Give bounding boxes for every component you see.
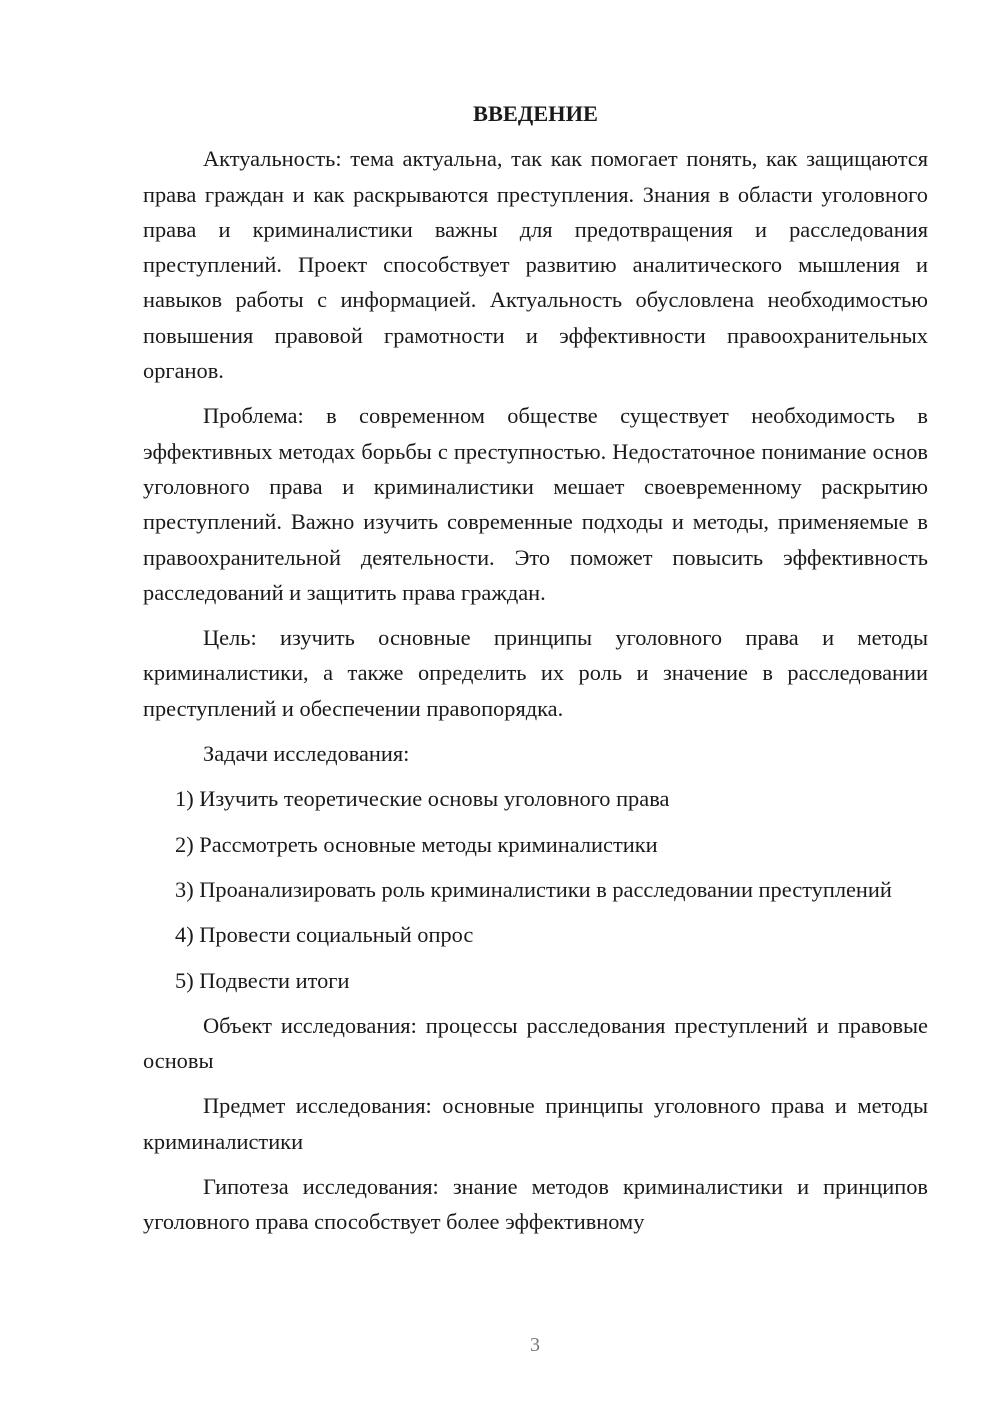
relevance-paragraph: Актуальность: тема актуальна, так как помогает понять, как защищаются права граждан и как раскрываются преступления. Знания в области уголовного права и криминалистики важны для предотвращения и расследования преступлений. Проект способствует развитию аналитического мышления и навыков работы с информацией. Актуальность обусловлена необходимостью повышения правовой грамотности и эффективности правоохранительных органов.	[143, 146, 928, 384]
object-paragraph: Объект исследования: процессы расследования преступлений и правовые основы	[143, 1012, 928, 1074]
tasks-heading: Задачи исследования:	[203, 741, 410, 767]
page-content	[143, 96, 928, 1250]
task-item-2: 2) Рассмотреть основные методы криминалистики	[175, 831, 658, 857]
task-item-4: 4) Провести социальный опрос	[175, 922, 474, 948]
task-item-3: 3) Проанализировать роль криминалистики в расследовании преступлений	[175, 876, 892, 902]
subject-paragraph: Предмет исследования: основные принципы уголовного права и методы криминалистики	[143, 1093, 928, 1154]
page-number: 3	[530, 1334, 540, 1356]
goal-paragraph: Цель: изучить основные принципы уголовного права и методы криминалистики, а также определить их роль и значение в расследовании преступлений и обеспечении правопорядка.	[143, 625, 928, 721]
problem-paragraph: Проблема: в современном обществе существует необходимость в эффективных методах борьбы с преступностью. Недостаточное понимание основ уголовного права и криминалистики мешает своевременному раскрытию преступлений. Важно изучить современные подходы и методы, применяемые в правоохранительной деятельности. Это поможет повысить эффективность расследований и защитить права граждан.	[143, 403, 928, 605]
task-item-1: 1) Изучить теоретические основы уголовного права	[175, 786, 670, 812]
hypothesis-paragraph: Гипотеза исследования: знание методов криминалистики и принципов уголовного права способствует более эффективному	[143, 1174, 928, 1235]
task-item-5: 5) Подвести итоги	[175, 967, 350, 993]
page-title: ВВЕДЕНИЕ	[473, 101, 598, 126]
